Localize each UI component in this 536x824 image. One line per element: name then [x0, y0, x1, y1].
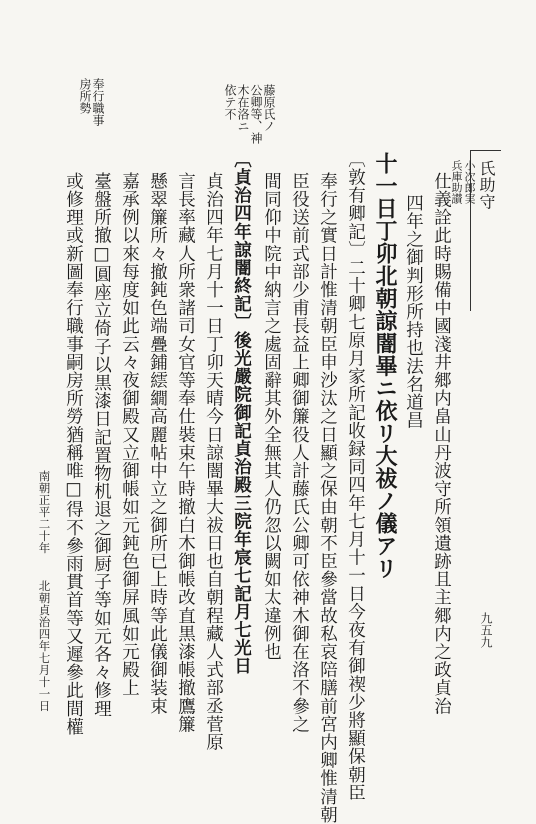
margin-note-4: 依テ不: [223, 84, 237, 120]
name-line-3: 兵庫助讃: [450, 160, 463, 204]
margin-note-2: 公卿等、神: [249, 84, 263, 144]
text-column-2: 四年之御判形所持也法名道昌: [403, 194, 424, 430]
margin-note-left-2: 房所勢: [78, 78, 92, 114]
text-column-7: 間同仰中院中納言之處固辭其外全無其人仍忽以闕如太違例也: [261, 172, 282, 661]
text-column-4: 〔敦有卿記〕二十卿七原月家所記收録同四年七月十一日今夜有御禊少將顯保朝臣: [345, 150, 366, 802]
text-column-10: 言長率藏人所衆諸司女官等奉仕裝束午時撤白木御帳改直黒漆帳撤鷹簾: [175, 172, 196, 734]
text-column-8: 〔貞治四年諒闇終記〕後光嚴院御記貞治殿三院年宸七記月七光日: [231, 150, 252, 675]
text-column-12: 嘉承例以來每度如此云々夜御殿又立御帳如元鈍色御屏風如元殿上: [119, 172, 140, 697]
text-column-5: 奉行之實日計惟清朝臣申沙汰之日顯之保由朝不臣參當故私哀陪膳前宮内卿惟清朝: [317, 172, 338, 824]
text-column-6: 臣役送前式部少甫長益上卿御簾役人計藤氏公卿可依神木御在洛不參之: [289, 172, 310, 734]
entry-heading: 十一日丁卯北朝諒闇畢ニ依リ大祓ノ儀アリ: [372, 152, 398, 580]
margin-note-3: 木在洛ニ: [236, 84, 250, 132]
text-column-11: 懸翠簾所々撤鈍色端疊鋪繧繝高麗帖中立之御所已上時等此儀御装束: [147, 172, 168, 715]
era-northern: 北朝貞治四年七月十一日: [37, 580, 52, 712]
text-column-13: 臺盤所撤□圓座立倚子以黒漆日記置物机退之御厨子等如元各々修理: [91, 172, 112, 718]
text-column-14: 或修理或新圖奉行職事嗣房所勞猶稱唯□得不參雨貫首等又遲參此間權: [63, 172, 84, 736]
margin-note-left-1: 奉行職事: [91, 78, 105, 126]
name-line-1: 氏助守: [477, 160, 496, 210]
name-line-2: 小次郎実: [463, 160, 476, 204]
text-column-1: 仕義詮此時賜備中國淺井郷内畠山丹波守所領遺跡且主郷内之政貞治: [431, 172, 452, 715]
era-southern: 南朝正平二十年: [37, 470, 52, 554]
page-number: 九五九: [479, 612, 493, 648]
margin-note-1: 藤原氏ノ: [262, 84, 276, 132]
text-column-9: 貞治四年七月十一日丁卯天晴今日諒闇畢大祓日也自朝程藏人式部丞菅原: [203, 172, 224, 752]
